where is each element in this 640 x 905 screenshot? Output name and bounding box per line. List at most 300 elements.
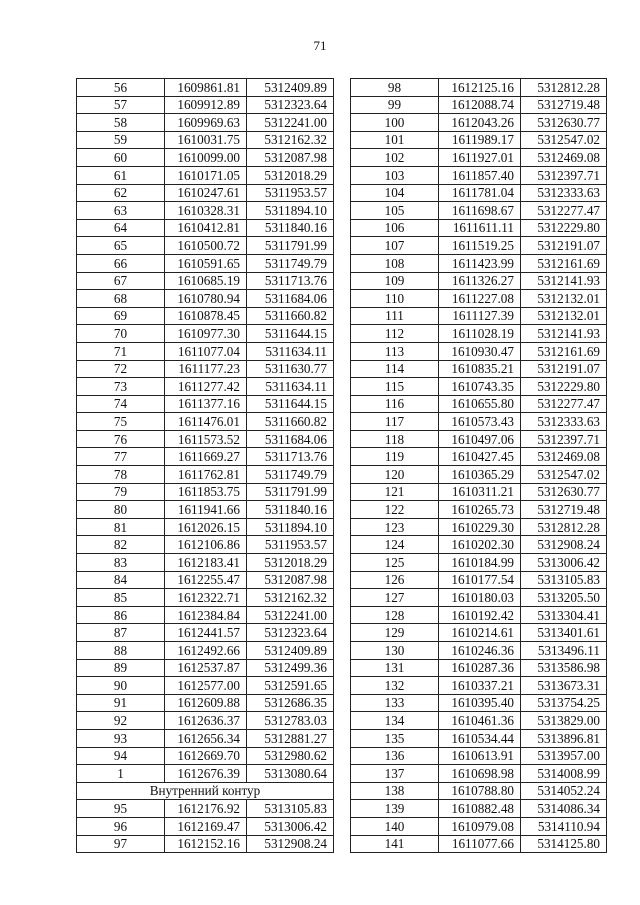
table-row [77, 677, 334, 695]
y-coordinate-cell: 5312783.03 [247, 712, 334, 730]
table-row [351, 782, 607, 800]
y-coordinate-cell: 5312881.27 [247, 729, 334, 747]
point-number-cell: 86 [77, 606, 165, 624]
x-coordinate-cell: 1610835.21 [439, 360, 521, 378]
y-coordinate-cell: 5312229.80 [521, 378, 607, 396]
point-number-cell: 94 [77, 747, 165, 765]
point-number-cell: 141 [351, 835, 439, 853]
point-number-cell: 89 [77, 659, 165, 677]
table-row [77, 219, 334, 237]
table-row [351, 466, 607, 484]
y-coordinate-cell: 5312409.89 [247, 79, 334, 97]
x-coordinate-cell: 1612636.37 [165, 712, 247, 730]
point-number-cell: 118 [351, 430, 439, 448]
y-coordinate-cell: 5312812.28 [521, 518, 607, 536]
y-coordinate-cell: 5311634.11 [247, 378, 334, 396]
y-coordinate-cell: 5312499.36 [247, 659, 334, 677]
table-row [77, 202, 334, 220]
table-row [351, 642, 607, 660]
table-row [77, 624, 334, 642]
x-coordinate-cell: 1610461.36 [439, 712, 521, 730]
table-row [351, 413, 607, 431]
y-coordinate-cell: 5311791.99 [247, 237, 334, 255]
point-number-cell: 135 [351, 729, 439, 747]
x-coordinate-cell: 1612384.84 [165, 606, 247, 624]
y-coordinate-cell: 5312686.35 [247, 694, 334, 712]
x-coordinate-cell: 1611941.66 [165, 501, 247, 519]
point-number-cell: 133 [351, 694, 439, 712]
point-number-cell: 132 [351, 677, 439, 695]
table-row [77, 413, 334, 431]
y-coordinate-cell: 5311684.06 [247, 430, 334, 448]
point-number-cell: 71 [77, 342, 165, 360]
y-coordinate-cell: 5313586.98 [521, 659, 607, 677]
table-row [351, 712, 607, 730]
y-coordinate-cell: 5312087.98 [247, 149, 334, 167]
table-row [77, 571, 334, 589]
table-row [351, 254, 607, 272]
x-coordinate-cell: 1612676.39 [165, 765, 247, 783]
point-number-cell: 64 [77, 219, 165, 237]
x-coordinate-cell: 1610180.03 [439, 589, 521, 607]
point-number-cell: 113 [351, 342, 439, 360]
table-row [77, 554, 334, 572]
x-coordinate-cell: 1611077.66 [439, 835, 521, 853]
point-number-cell: 75 [77, 413, 165, 431]
table-row [351, 202, 607, 220]
table-row [351, 835, 607, 853]
point-number-cell: 74 [77, 395, 165, 413]
point-number-cell: 122 [351, 501, 439, 519]
point-number-cell: 126 [351, 571, 439, 589]
x-coordinate-cell: 1609912.89 [165, 96, 247, 114]
y-coordinate-cell: 5313006.42 [247, 817, 334, 835]
x-coordinate-cell: 1611377.16 [165, 395, 247, 413]
point-number-cell: 70 [77, 325, 165, 343]
table-row [351, 166, 607, 184]
table-row [77, 712, 334, 730]
y-coordinate-cell: 5311953.57 [247, 184, 334, 202]
y-coordinate-cell: 5313105.83 [521, 571, 607, 589]
table-row [77, 96, 334, 114]
y-coordinate-cell: 5314110.94 [521, 817, 607, 835]
point-number-cell: 91 [77, 694, 165, 712]
point-number-cell: 77 [77, 448, 165, 466]
table-row [351, 360, 607, 378]
x-coordinate-cell: 1610780.94 [165, 290, 247, 308]
y-coordinate-cell: 5312547.02 [521, 131, 607, 149]
y-coordinate-cell: 5312018.29 [247, 166, 334, 184]
x-coordinate-cell: 1611227.08 [439, 290, 521, 308]
y-coordinate-cell: 5312469.08 [521, 149, 607, 167]
point-number-cell: 92 [77, 712, 165, 730]
table-row [77, 131, 334, 149]
y-coordinate-cell: 5312333.63 [521, 413, 607, 431]
table-row [77, 79, 334, 97]
table-row [351, 184, 607, 202]
table-row [351, 518, 607, 536]
y-coordinate-cell: 5311713.76 [247, 272, 334, 290]
y-coordinate-cell: 5311791.99 [247, 483, 334, 501]
y-coordinate-cell: 5311630.77 [247, 360, 334, 378]
x-coordinate-cell: 1611989.17 [439, 131, 521, 149]
y-coordinate-cell: 5313205.50 [521, 589, 607, 607]
table-row [77, 307, 334, 325]
point-number-cell: 124 [351, 536, 439, 554]
table-row [77, 360, 334, 378]
table-row [351, 378, 607, 396]
table-row [77, 166, 334, 184]
point-number-cell: 121 [351, 483, 439, 501]
y-coordinate-cell: 5312018.29 [247, 554, 334, 572]
y-coordinate-cell: 5312141.93 [521, 272, 607, 290]
y-coordinate-cell: 5312980.62 [247, 747, 334, 765]
y-coordinate-cell: 5311644.15 [247, 395, 334, 413]
table-row [351, 272, 607, 290]
table-row [77, 659, 334, 677]
point-number-cell: 1 [77, 765, 165, 783]
table-row [77, 483, 334, 501]
y-coordinate-cell: 5312277.47 [521, 202, 607, 220]
y-coordinate-cell: 5312333.63 [521, 184, 607, 202]
point-number-cell: 83 [77, 554, 165, 572]
table-row [77, 589, 334, 607]
point-number-cell: 104 [351, 184, 439, 202]
y-coordinate-cell: 5312409.89 [247, 642, 334, 660]
x-coordinate-cell: 1611277.42 [165, 378, 247, 396]
point-number-cell: 105 [351, 202, 439, 220]
y-coordinate-cell: 5312630.77 [521, 483, 607, 501]
x-coordinate-cell: 1610214.61 [439, 624, 521, 642]
table-row [77, 325, 334, 343]
table-row [77, 395, 334, 413]
table-row [351, 79, 607, 97]
table-row [351, 342, 607, 360]
table-row [77, 835, 334, 853]
x-coordinate-cell: 1609861.81 [165, 79, 247, 97]
y-coordinate-cell: 5311713.76 [247, 448, 334, 466]
table-row [77, 342, 334, 360]
y-coordinate-cell: 5313006.42 [521, 554, 607, 572]
y-coordinate-cell: 5311749.79 [247, 466, 334, 484]
point-number-cell: 112 [351, 325, 439, 343]
x-coordinate-cell: 1612026.15 [165, 518, 247, 536]
x-coordinate-cell: 1610977.30 [165, 325, 247, 343]
table-row [77, 800, 334, 818]
x-coordinate-cell: 1612088.74 [439, 96, 521, 114]
y-coordinate-cell: 5312323.64 [247, 96, 334, 114]
x-coordinate-cell: 1611177.23 [165, 360, 247, 378]
y-coordinate-cell: 5312191.07 [521, 237, 607, 255]
y-coordinate-cell: 5312162.32 [247, 131, 334, 149]
y-coordinate-cell: 5313957.00 [521, 747, 607, 765]
table-row [351, 483, 607, 501]
coordinates-table-right [350, 78, 607, 853]
x-coordinate-cell: 1611077.04 [165, 342, 247, 360]
point-number-cell: 101 [351, 131, 439, 149]
table-row [351, 237, 607, 255]
x-coordinate-cell: 1610500.72 [165, 237, 247, 255]
y-coordinate-cell: 5313829.00 [521, 712, 607, 730]
y-coordinate-cell: 5311894.10 [247, 202, 334, 220]
y-coordinate-cell: 5311660.82 [247, 413, 334, 431]
x-coordinate-cell: 1612577.00 [165, 677, 247, 695]
point-number-cell: 85 [77, 589, 165, 607]
x-coordinate-cell: 1611611.11 [439, 219, 521, 237]
table-row [351, 149, 607, 167]
y-coordinate-cell: 5312132.01 [521, 290, 607, 308]
x-coordinate-cell: 1611573.52 [165, 430, 247, 448]
table-row [351, 729, 607, 747]
x-coordinate-cell: 1612492.66 [165, 642, 247, 660]
y-coordinate-cell: 5312132.01 [521, 307, 607, 325]
x-coordinate-cell: 1610497.06 [439, 430, 521, 448]
x-coordinate-cell: 1612176.92 [165, 800, 247, 818]
table-row [77, 237, 334, 255]
point-number-cell: 81 [77, 518, 165, 536]
table-row [77, 747, 334, 765]
point-number-cell: 80 [77, 501, 165, 519]
x-coordinate-cell: 1612125.16 [439, 79, 521, 97]
y-coordinate-cell: 5311840.16 [247, 501, 334, 519]
point-number-cell: 63 [77, 202, 165, 220]
point-number-cell: 78 [77, 466, 165, 484]
x-coordinate-cell: 1611927.01 [439, 149, 521, 167]
x-coordinate-cell: 1610265.73 [439, 501, 521, 519]
y-coordinate-cell: 5312277.47 [521, 395, 607, 413]
point-number-cell: 106 [351, 219, 439, 237]
x-coordinate-cell: 1610328.31 [165, 202, 247, 220]
y-coordinate-cell: 5312908.24 [247, 835, 334, 853]
y-coordinate-cell: 5311894.10 [247, 518, 334, 536]
point-number-cell: 130 [351, 642, 439, 660]
x-coordinate-cell: 1610311.21 [439, 483, 521, 501]
point-number-cell: 57 [77, 96, 165, 114]
y-coordinate-cell: 5312141.93 [521, 325, 607, 343]
y-coordinate-cell: 5313105.83 [247, 800, 334, 818]
point-number-cell: 97 [77, 835, 165, 853]
table-row [351, 307, 607, 325]
point-number-cell: 99 [351, 96, 439, 114]
table-row [351, 800, 607, 818]
point-number-cell: 79 [77, 483, 165, 501]
table-row [77, 272, 334, 290]
point-number-cell: 67 [77, 272, 165, 290]
point-number-cell: 61 [77, 166, 165, 184]
point-number-cell: 134 [351, 712, 439, 730]
x-coordinate-cell: 1612106.86 [165, 536, 247, 554]
x-coordinate-cell: 1610655.80 [439, 395, 521, 413]
point-number-cell: 56 [77, 79, 165, 97]
y-coordinate-cell: 5313304.41 [521, 606, 607, 624]
x-coordinate-cell: 1610412.81 [165, 219, 247, 237]
x-coordinate-cell: 1612169.47 [165, 817, 247, 835]
table-row [77, 184, 334, 202]
point-number-cell: 65 [77, 237, 165, 255]
y-coordinate-cell: 5312161.69 [521, 254, 607, 272]
point-number-cell: 111 [351, 307, 439, 325]
point-number-cell: 116 [351, 395, 439, 413]
x-coordinate-cell: 1612441.57 [165, 624, 247, 642]
table-row [77, 430, 334, 448]
x-coordinate-cell: 1610878.45 [165, 307, 247, 325]
table-row [77, 254, 334, 272]
table-row [351, 765, 607, 783]
point-number-cell: 95 [77, 800, 165, 818]
y-coordinate-cell: 5314125.80 [521, 835, 607, 853]
x-coordinate-cell: 1610192.42 [439, 606, 521, 624]
point-number-cell: 127 [351, 589, 439, 607]
coordinates-table-left [76, 78, 334, 853]
point-number-cell: 128 [351, 606, 439, 624]
table-row [77, 448, 334, 466]
y-coordinate-cell: 5312162.32 [247, 589, 334, 607]
table-row [77, 765, 334, 783]
table-row [77, 466, 334, 484]
point-number-cell: 117 [351, 413, 439, 431]
table-row [351, 747, 607, 765]
x-coordinate-cell: 1611476.01 [165, 413, 247, 431]
table-row [351, 448, 607, 466]
y-coordinate-cell: 5311660.82 [247, 307, 334, 325]
y-coordinate-cell: 5313896.81 [521, 729, 607, 747]
table-row [351, 624, 607, 642]
y-coordinate-cell: 5312087.98 [247, 571, 334, 589]
point-number-cell: 69 [77, 307, 165, 325]
x-coordinate-cell: 1610337.21 [439, 677, 521, 695]
y-coordinate-cell: 5312812.28 [521, 79, 607, 97]
point-number-cell: 73 [77, 378, 165, 396]
y-coordinate-cell: 5312908.24 [521, 536, 607, 554]
x-coordinate-cell: 1610685.19 [165, 272, 247, 290]
x-coordinate-cell: 1610427.45 [439, 448, 521, 466]
x-coordinate-cell: 1611127.39 [439, 307, 521, 325]
y-coordinate-cell: 5311840.16 [247, 219, 334, 237]
x-coordinate-cell: 1612669.70 [165, 747, 247, 765]
x-coordinate-cell: 1611423.99 [439, 254, 521, 272]
y-coordinate-cell: 5312397.71 [521, 166, 607, 184]
y-coordinate-cell: 5312719.48 [521, 96, 607, 114]
point-number-cell: 136 [351, 747, 439, 765]
table-row [77, 642, 334, 660]
point-number-cell: 76 [77, 430, 165, 448]
point-number-cell: 98 [351, 79, 439, 97]
point-number-cell: 110 [351, 290, 439, 308]
section-title: Внутренний контур [77, 782, 334, 800]
y-coordinate-cell: 5311644.15 [247, 325, 334, 343]
point-number-cell: 109 [351, 272, 439, 290]
point-number-cell: 102 [351, 149, 439, 167]
y-coordinate-cell: 5314052.24 [521, 782, 607, 800]
y-coordinate-cell: 5311684.06 [247, 290, 334, 308]
y-coordinate-cell: 5313673.31 [521, 677, 607, 695]
table-row [77, 536, 334, 554]
x-coordinate-cell: 1610573.43 [439, 413, 521, 431]
x-coordinate-cell: 1611519.25 [439, 237, 521, 255]
table-row [351, 96, 607, 114]
x-coordinate-cell: 1610591.65 [165, 254, 247, 272]
point-number-cell: 60 [77, 149, 165, 167]
y-coordinate-cell: 5313754.25 [521, 694, 607, 712]
point-number-cell: 93 [77, 729, 165, 747]
page-number: 71 [313, 38, 327, 53]
table-row [351, 554, 607, 572]
point-number-cell: 96 [77, 817, 165, 835]
x-coordinate-cell: 1610395.40 [439, 694, 521, 712]
point-number-cell: 82 [77, 536, 165, 554]
table-row [351, 290, 607, 308]
table-row [351, 114, 607, 132]
point-number-cell: 115 [351, 378, 439, 396]
table-row [351, 219, 607, 237]
x-coordinate-cell: 1611781.04 [439, 184, 521, 202]
point-number-cell: 100 [351, 114, 439, 132]
x-coordinate-cell: 1611698.67 [439, 202, 521, 220]
point-number-cell: 138 [351, 782, 439, 800]
point-number-cell: 90 [77, 677, 165, 695]
y-coordinate-cell: 5312229.80 [521, 219, 607, 237]
x-coordinate-cell: 1609969.63 [165, 114, 247, 132]
x-coordinate-cell: 1610184.99 [439, 554, 521, 572]
table-row [351, 817, 607, 835]
x-coordinate-cell: 1612656.34 [165, 729, 247, 747]
y-coordinate-cell: 5312161.69 [521, 342, 607, 360]
y-coordinate-cell: 5314086.34 [521, 800, 607, 818]
point-number-cell: 66 [77, 254, 165, 272]
x-coordinate-cell: 1612609.88 [165, 694, 247, 712]
x-coordinate-cell: 1610287.36 [439, 659, 521, 677]
x-coordinate-cell: 1612183.41 [165, 554, 247, 572]
point-number-cell: 62 [77, 184, 165, 202]
table-row [351, 659, 607, 677]
point-number-cell: 125 [351, 554, 439, 572]
point-number-cell: 139 [351, 800, 439, 818]
x-coordinate-cell: 1612537.87 [165, 659, 247, 677]
x-coordinate-cell: 1610031.75 [165, 131, 247, 149]
y-coordinate-cell: 5312241.00 [247, 114, 334, 132]
y-coordinate-cell: 5314008.99 [521, 765, 607, 783]
y-coordinate-cell: 5313080.64 [247, 765, 334, 783]
y-coordinate-cell: 5312469.08 [521, 448, 607, 466]
point-number-cell: 84 [77, 571, 165, 589]
x-coordinate-cell: 1610202.30 [439, 536, 521, 554]
table-row [351, 677, 607, 695]
x-coordinate-cell: 1610788.80 [439, 782, 521, 800]
x-coordinate-cell: 1610534.44 [439, 729, 521, 747]
x-coordinate-cell: 1611028.19 [439, 325, 521, 343]
x-coordinate-cell: 1610882.48 [439, 800, 521, 818]
y-coordinate-cell: 5311634.11 [247, 342, 334, 360]
table-row [77, 290, 334, 308]
table-row [351, 430, 607, 448]
x-coordinate-cell: 1610177.54 [439, 571, 521, 589]
x-coordinate-cell: 1610171.05 [165, 166, 247, 184]
x-coordinate-cell: 1612043.26 [439, 114, 521, 132]
y-coordinate-cell: 5312191.07 [521, 360, 607, 378]
x-coordinate-cell: 1611853.75 [165, 483, 247, 501]
point-number-cell: 68 [77, 290, 165, 308]
x-coordinate-cell: 1610698.98 [439, 765, 521, 783]
y-coordinate-cell: 5311953.57 [247, 536, 334, 554]
y-coordinate-cell: 5313496.11 [521, 642, 607, 660]
x-coordinate-cell: 1612322.71 [165, 589, 247, 607]
x-coordinate-cell: 1612255.47 [165, 571, 247, 589]
x-coordinate-cell: 1610979.08 [439, 817, 521, 835]
table-row [351, 589, 607, 607]
point-number-cell: 72 [77, 360, 165, 378]
x-coordinate-cell: 1610246.36 [439, 642, 521, 660]
table-row [351, 325, 607, 343]
